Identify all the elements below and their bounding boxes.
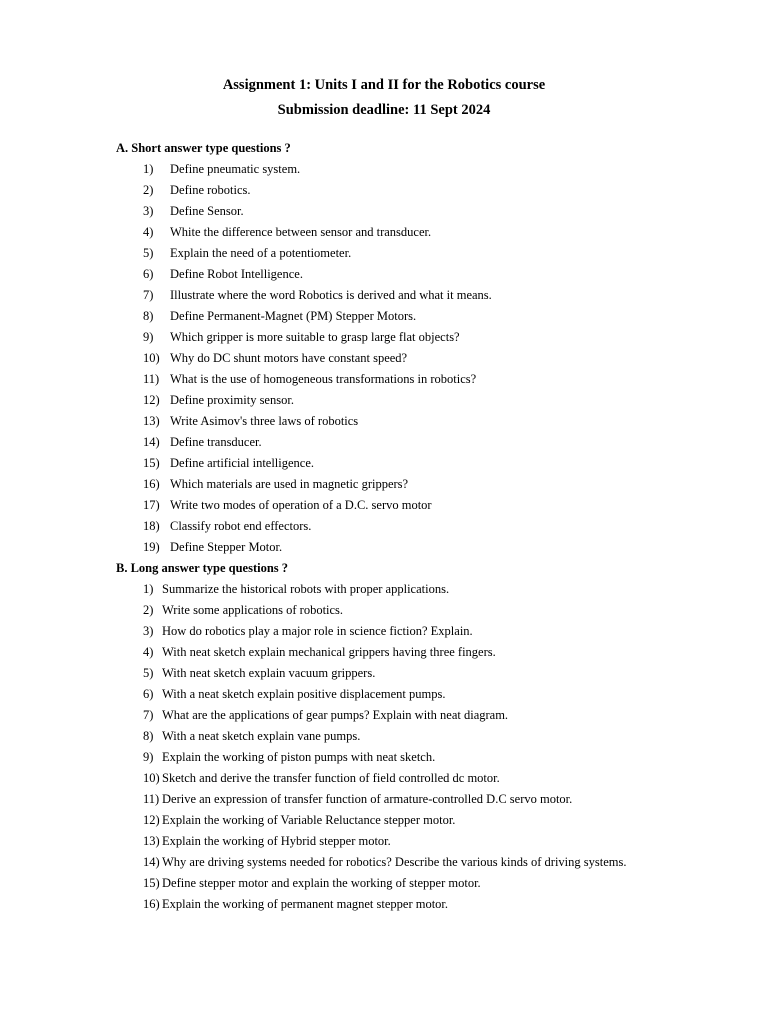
- question-number: 3): [143, 204, 154, 218]
- question-item: [0, 329, 768, 350]
- question-item: [0, 308, 768, 329]
- question-number: 6): [143, 267, 154, 281]
- question-text: Define proximity sensor.: [170, 393, 294, 407]
- question-number: 14): [143, 435, 160, 449]
- question-number: 9): [143, 330, 154, 344]
- question-item: [0, 518, 768, 539]
- question-item: [0, 434, 768, 455]
- question-number: 12): [143, 813, 160, 827]
- question-item: [0, 161, 768, 182]
- question-number: 15): [143, 876, 160, 890]
- question-text: What is the use of homogeneous transformations in robotics?: [170, 372, 477, 386]
- question-number: 15): [143, 456, 160, 470]
- question-number: 10): [143, 351, 160, 365]
- question-text: Define Permanent-Magnet (PM) Stepper Motors.: [170, 309, 417, 323]
- question-number: 5): [143, 666, 154, 680]
- question-item: [0, 203, 768, 224]
- question-item: [0, 854, 768, 875]
- question-number: 7): [143, 708, 154, 722]
- question-text: Write Asimov's three laws of robotics: [170, 414, 359, 428]
- question-number: 14): [143, 855, 160, 869]
- question-number: 17): [143, 498, 160, 512]
- question-number: 11): [143, 792, 160, 806]
- question-number: 8): [143, 729, 154, 743]
- question-number: 13): [143, 414, 160, 428]
- question-text: Define stepper motor and explain the working of stepper motor.: [162, 876, 481, 890]
- question-item: [0, 602, 768, 623]
- question-item: [0, 413, 768, 434]
- question-text: White the difference between sensor and transducer.: [170, 225, 432, 239]
- question-item: [0, 791, 768, 812]
- section-a-heading: A. Short answer type questions ?: [116, 141, 291, 155]
- question-item: [0, 224, 768, 245]
- question-item: [0, 665, 768, 686]
- question-item: [0, 770, 768, 791]
- question-item: [0, 833, 768, 854]
- question-item: [0, 686, 768, 707]
- question-item: [0, 455, 768, 476]
- question-number: 10): [143, 771, 160, 785]
- question-text: Explain the working of piston pumps with neat sketch.: [162, 750, 436, 764]
- question-text: Which materials are used in magnetic grippers?: [170, 477, 409, 491]
- question-item: [0, 392, 768, 413]
- question-text: Explain the working of Variable Reluctance stepper motor.: [162, 813, 456, 827]
- question-item: [0, 182, 768, 203]
- question-number: 13): [143, 834, 160, 848]
- question-item: [0, 371, 768, 392]
- question-item: [0, 287, 768, 308]
- question-item: [0, 812, 768, 833]
- question-text: With neat sketch explain vacuum grippers.: [162, 666, 376, 680]
- question-text: Define Sensor.: [170, 204, 244, 218]
- question-number: 3): [143, 624, 154, 638]
- question-item: [0, 497, 768, 518]
- question-number: 16): [143, 477, 160, 491]
- question-number: 1): [143, 582, 154, 596]
- question-item: [0, 581, 768, 602]
- question-text: With a neat sketch explain vane pumps.: [162, 729, 361, 743]
- long-answer-question-list: [0, 581, 768, 917]
- question-text: Write two modes of operation of a D.C. servo motor: [170, 498, 432, 512]
- question-text: Define Stepper Motor.: [170, 540, 283, 554]
- document-title: Assignment 1: Units I and II for the Robotics course: [222, 77, 546, 93]
- question-number: 1): [143, 162, 154, 176]
- question-text: Define Robot Intelligence.: [170, 267, 303, 281]
- question-text: Define pneumatic system.: [170, 162, 301, 176]
- question-text: Illustrate where the word Robotics is derived and what it means.: [170, 288, 492, 302]
- question-item: [0, 623, 768, 644]
- question-number: 4): [143, 645, 154, 659]
- question-text: What are the applications of gear pumps? Explain with neat diagram.: [162, 708, 509, 722]
- question-number: 7): [143, 288, 154, 302]
- question-number: 16): [143, 897, 160, 911]
- question-item: [0, 476, 768, 497]
- question-item: [0, 728, 768, 749]
- question-text: With neat sketch explain mechanical grippers having three fingers.: [162, 645, 496, 659]
- section-b-heading: B. Long answer type questions ?: [116, 561, 289, 575]
- question-text: Write some applications of robotics.: [162, 603, 344, 617]
- question-number: 12): [143, 393, 160, 407]
- question-text: How do robotics play a major role in science fiction? Explain.: [162, 624, 473, 638]
- question-item: [0, 749, 768, 770]
- question-item: [0, 875, 768, 896]
- question-text: Explain the working of permanent magnet stepper motor.: [162, 897, 449, 911]
- question-number: 2): [143, 183, 154, 197]
- question-text: Derive an expression of transfer function of armature-controlled D.C servo motor.: [162, 792, 573, 806]
- question-text: Classify robot end effectors.: [170, 519, 312, 533]
- question-number: 5): [143, 246, 154, 260]
- question-text: Explain the need of a potentiometer.: [170, 246, 352, 260]
- question-item: [0, 644, 768, 665]
- question-text: With a neat sketch explain positive displacement pumps.: [162, 687, 446, 701]
- question-number: 18): [143, 519, 160, 533]
- question-text: Define transducer.: [170, 435, 262, 449]
- question-text: Summarize the historical robots with proper applications.: [162, 582, 450, 596]
- question-text: Which gripper is more suitable to grasp large flat objects?: [170, 330, 460, 344]
- question-item: [0, 350, 768, 371]
- question-text: Define artificial intelligence.: [170, 456, 315, 470]
- submission-deadline: Submission deadline: 11 Sept 2024: [277, 102, 491, 118]
- question-item: [0, 707, 768, 728]
- short-answer-question-list: [0, 161, 768, 560]
- question-number: 19): [143, 540, 160, 554]
- question-number: 6): [143, 687, 154, 701]
- question-number: 9): [143, 750, 154, 764]
- question-text: Why are driving systems needed for robotics? Describe the various kinds of driving systems.: [162, 855, 627, 869]
- question-item: [0, 896, 768, 917]
- question-item: [0, 245, 768, 266]
- question-number: 8): [143, 309, 154, 323]
- question-number: 4): [143, 225, 154, 239]
- question-number: 11): [143, 372, 160, 386]
- question-text: Explain the working of Hybrid stepper motor.: [162, 834, 391, 848]
- question-text: Why do DC shunt motors have constant speed?: [170, 351, 408, 365]
- question-text: Define robotics.: [170, 183, 251, 197]
- question-number: 2): [143, 603, 154, 617]
- question-text: Sketch and derive the transfer function of field controlled dc motor.: [162, 771, 500, 785]
- question-item: [0, 539, 768, 560]
- question-item: [0, 266, 768, 287]
